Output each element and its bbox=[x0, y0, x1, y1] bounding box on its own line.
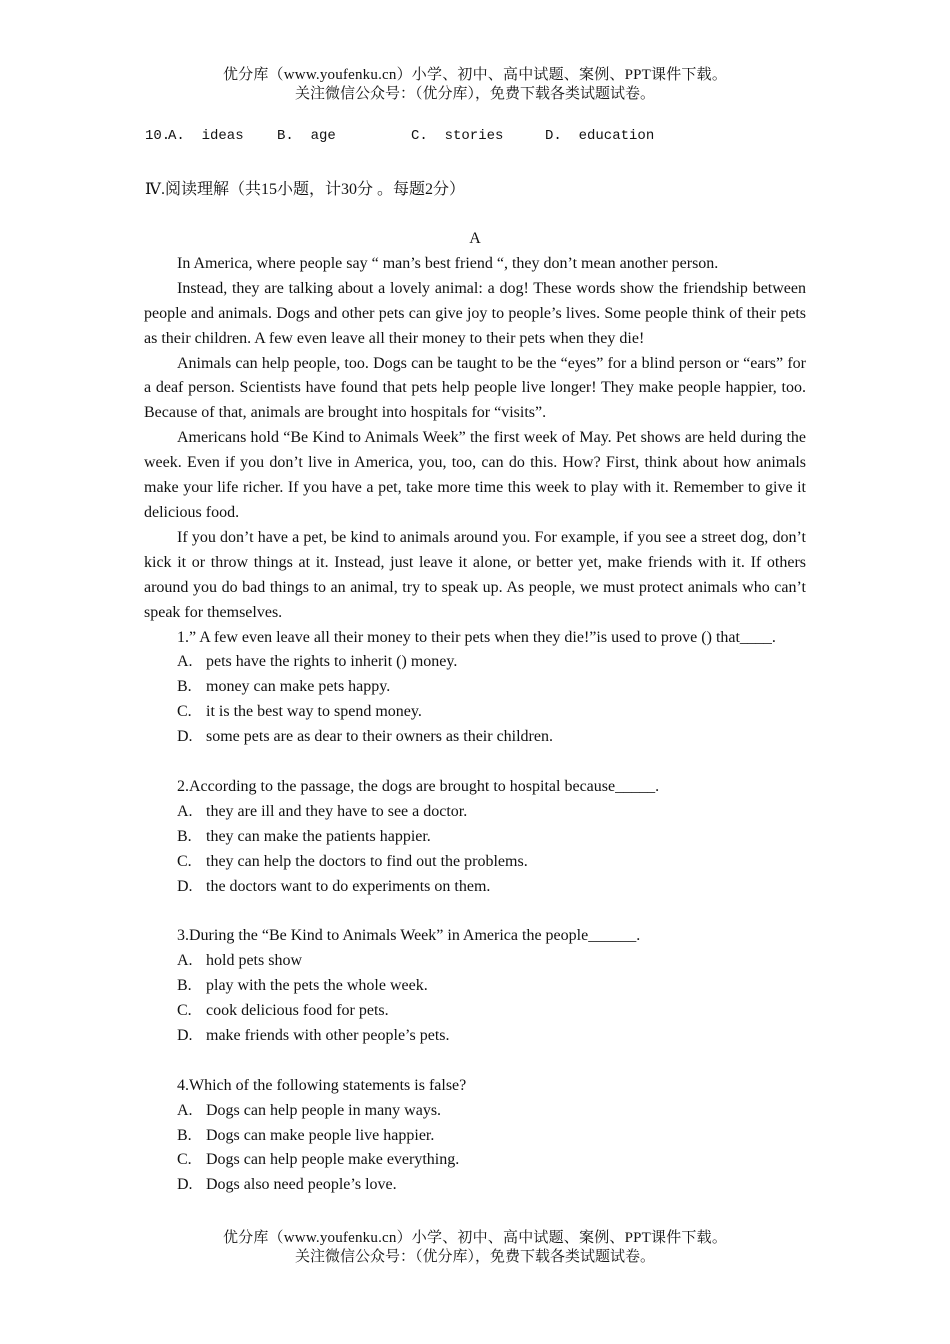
page-footer bbox=[0, 1229, 950, 1267]
page-header bbox=[0, 66, 950, 104]
passage-paragraph: Americans hold “Be Kind to Animals Week” the first week of May. Pet shows are held during the week. Even if you don’t live in America, you, too, can do this. How? First, think about how animals make your life richer. If you have a pet, take more time this week to play with it. Remember to give it delicious food. bbox=[144, 429, 806, 521]
spacer bbox=[144, 750, 806, 775]
q10-number: 10. bbox=[145, 128, 171, 144]
option-text: they are ill and they have to see a doctor. bbox=[206, 802, 468, 820]
passage-paragraph: Animals can help people, too. Dogs can be taught to be the “eyes” for a blind person or “ears” for a deaf person. Scientists have found that pets help people live longer! They make people happier, too. Because of that, animals are brought into hospitals for “visits”. bbox=[144, 354, 806, 422]
option-text: the doctors want to do experiments on them. bbox=[206, 877, 491, 895]
option-letter: A. bbox=[177, 653, 193, 671]
option-text: they can help the doctors to find out the problems. bbox=[206, 852, 528, 870]
option-letter: B. bbox=[177, 678, 192, 696]
footer-line-1: 优分库（www.youfenku.cn）小学、初中、高中试题、案例、PPT课件下载。 bbox=[222, 1230, 728, 1246]
option-text: Dogs can help people make everything. bbox=[206, 1151, 460, 1169]
option-letter: C. bbox=[177, 852, 192, 870]
question-2-option bbox=[144, 800, 806, 825]
q10-option-c: C. stories bbox=[411, 128, 504, 144]
question-4-option bbox=[144, 1124, 806, 1149]
option-text: they can make the patients happier. bbox=[206, 827, 431, 845]
option-text: hold pets show bbox=[206, 952, 302, 970]
footer-line-2: 关注微信公众号：（优分库），免费下载各类试题试卷。 bbox=[294, 1249, 655, 1265]
option-text: play with the pets the whole week. bbox=[206, 977, 428, 995]
question-3-option bbox=[144, 949, 806, 974]
spacer bbox=[144, 899, 806, 924]
question-1-option bbox=[144, 725, 806, 750]
question-3-option bbox=[144, 999, 806, 1024]
question-1-stem: 1.” A few even leave all their money to their pets when they die!”is used to prove () that____. bbox=[177, 628, 776, 646]
header-line-1: 优分库（www.youfenku.cn）小学、初中、高中试题、案例、PPT课件下载。 bbox=[222, 67, 728, 83]
question-2-option bbox=[144, 825, 806, 850]
question-1-option bbox=[144, 700, 806, 725]
option-letter: D. bbox=[177, 728, 193, 746]
option-letter: C. bbox=[177, 1151, 192, 1169]
q10-option-d: D. education bbox=[545, 128, 655, 144]
option-text: Dogs also need people’s love. bbox=[206, 1176, 397, 1194]
option-text: some pets are as dear to their owners as their children. bbox=[206, 728, 553, 746]
question-3-stem: 3.During the “Be Kind to Animals Week” in America the people______. bbox=[177, 927, 641, 945]
q10-option-b: B. age bbox=[277, 128, 336, 144]
option-letter: D. bbox=[177, 877, 193, 895]
passage-paragraph: Instead, they are talking about a lovely animal: a dog! These words show the friendship between people and animals. Dogs and other pets can give joy to people’s lives. Some people think of their pets as their children. A few even leave all their money to their pets when they die! bbox=[144, 279, 806, 347]
question-4-option bbox=[144, 1148, 806, 1173]
section-title: Ⅳ.阅读理解（共15小题，计30分 。每题2分） bbox=[145, 181, 465, 198]
option-text: Dogs can help people in many ways. bbox=[206, 1101, 442, 1119]
header-line-2: 关注微信公众号：（优分库），免费下载各类试题试卷。 bbox=[294, 86, 655, 102]
option-letter: B. bbox=[177, 827, 192, 845]
option-letter: D. bbox=[177, 1026, 193, 1044]
option-letter: C. bbox=[177, 1002, 192, 1020]
option-text: Dogs can make people live happier. bbox=[206, 1126, 435, 1144]
option-text: cook delicious food for pets. bbox=[206, 1002, 389, 1020]
option-letter: D. bbox=[177, 1176, 193, 1194]
question-2-option bbox=[144, 875, 806, 900]
reading-passage-section bbox=[144, 227, 806, 1198]
question-3-option bbox=[144, 1024, 806, 1049]
option-letter: C. bbox=[177, 703, 192, 721]
passage-paragraph: If you don’t have a pet, be kind to animals around you. For example, if you see a street dog, don’t kick it or throw things at it. Instead, just leave it alone, or better yet, make friends with it. If others around you do bad things to an animal, try to speak up. As people, we must protect animals who can’t speak for themselves. bbox=[144, 528, 806, 621]
question-2-option bbox=[144, 850, 806, 875]
question-3-option bbox=[144, 974, 806, 999]
question-4-stem: 4.Which of the following statements is false? bbox=[177, 1076, 467, 1094]
option-text: money can make pets happy. bbox=[206, 678, 391, 696]
option-text: pets have the rights to inherit () money. bbox=[206, 653, 458, 671]
passage-paragraph: In America, where people say “ man’s best friend “, they don’t mean another person. bbox=[177, 254, 719, 272]
q10-option-a: A. ideas bbox=[168, 128, 244, 144]
question-4-option bbox=[144, 1099, 806, 1124]
option-letter: A. bbox=[177, 952, 193, 970]
option-letter: A. bbox=[177, 1101, 193, 1119]
question-1-option bbox=[144, 675, 806, 700]
option-text: it is the best way to spend money. bbox=[206, 703, 422, 721]
question-4-option bbox=[144, 1173, 806, 1198]
question-2-stem: 2.According to the passage, the dogs are brought to hospital because_____. bbox=[177, 777, 660, 795]
option-letter: B. bbox=[177, 1126, 192, 1144]
spacer bbox=[144, 1049, 806, 1074]
option-letter: B. bbox=[177, 977, 192, 995]
option-text: make friends with other people’s pets. bbox=[206, 1026, 450, 1044]
option-letter: A. bbox=[177, 802, 193, 820]
passage-label: A bbox=[469, 230, 481, 247]
question-1-option bbox=[144, 650, 806, 675]
